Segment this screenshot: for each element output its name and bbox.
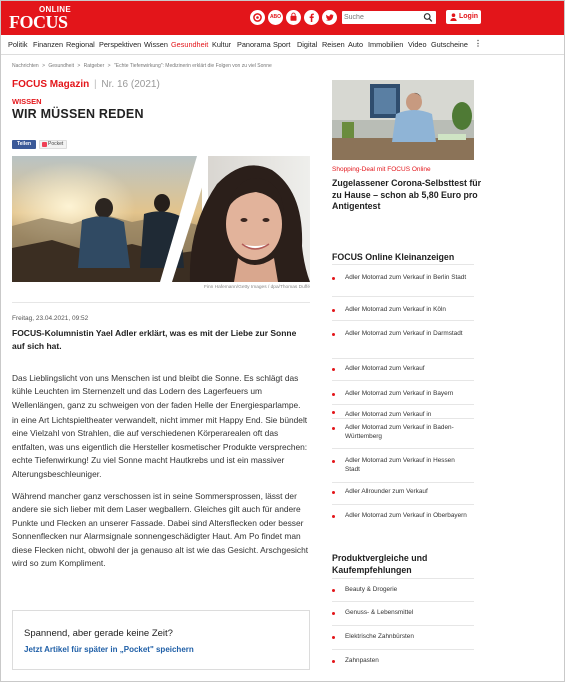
list-item[interactable]	[332, 264, 474, 296]
nav-item-digital[interactable]: Digital	[297, 40, 318, 49]
nav-item-gesundheit[interactable]: Gesundheit	[171, 40, 209, 49]
site-header	[1, 1, 565, 35]
list-item-label: Adler Motorrad zum Verkauf in Köln	[345, 306, 446, 313]
list-item[interactable]	[332, 649, 474, 673]
search-icon[interactable]	[423, 12, 433, 23]
magazine-label	[12, 79, 160, 90]
divider	[12, 302, 310, 303]
bullet-icon	[332, 515, 335, 518]
nav-item-regional[interactable]: Regional	[66, 40, 95, 49]
share-button[interactable]: Teilen	[12, 140, 36, 149]
nav-item-auto[interactable]: Auto	[348, 40, 364, 49]
article-paragraph-3: Während mancher ganz verschossen ist in seine Sommersprossen, lässt der andere sie sich lieber mit dem Laser wegballern. Gleiches gilt auch für andere Punkte und Flecken an unserer Fassade. Dabei sind Altersflecken oder besser Sonnenflecken nur Alarmsignale sonnengeschädigter Haut. Am Po findet man diese Flecken nicht, obwohl der ja genauso alt ist wie das Gesicht. Arschgesicht wird so zum Kompliment.	[12, 491, 309, 569]
article-lead: FOCUS-Kolumnistin Yael Adler erklärt, was es mit der Liebe zur Sonne auf sich hat.	[12, 328, 297, 351]
article-hero-image	[12, 156, 310, 282]
image-caption: Finn Hafemann/Getty Images / dpa/Thomas Duffé	[203, 285, 310, 290]
list-item[interactable]	[332, 358, 474, 380]
breadcrumb-separator: >	[42, 63, 45, 69]
pocket-box-question: Spannend, aber gerade keine Zeit?	[24, 628, 173, 639]
breadcrumb-separator: >	[77, 63, 81, 69]
breadcrumb-current: "Echte Tiefenwirkung": Medizinerin erklärt die Folgen von zu viel Sonne	[113, 63, 272, 69]
logo-focus-text: FOCUS	[9, 12, 68, 32]
list-item[interactable]	[332, 578, 474, 601]
nav-item-reisen[interactable]: Reisen	[322, 40, 345, 49]
article-date: Freitag, 23.04.2021, 09:52	[12, 315, 89, 322]
bullet-icon	[332, 460, 335, 463]
list-item-label: Adler Motorrad zum Verkauf in	[345, 411, 432, 418]
list-item[interactable]	[332, 296, 474, 320]
pocket-icon	[42, 142, 47, 147]
article-kicker: WISSEN	[12, 97, 42, 106]
list-item-label: Adler Motorrad zum Verkauf in Darmstadt	[345, 330, 463, 337]
pocket-save-link[interactable]: Jetzt Artikel für später in „Pocket" speichern	[24, 645, 194, 654]
list-item-label: Adler Motorrad zum Verkauf in Hessen Stadt	[345, 457, 455, 473]
login-label: Login	[459, 13, 479, 20]
nav-item-video[interactable]: Video	[408, 40, 427, 49]
article-paragraph-2: in eine Art Lichtspieltheater verwandelt, nicht immer mit Happy End. Sie bündelt eine Vielzahl von Strahlen, die auf verschiedenen Körperarealen oft das entfalten, was uns eigentlich die Hersteller kosmetischer Produkte versprechen: echte Tiefenwirkung! Zu viel Sonne macht Hautkrebs und ist ein massiver Alterungsbeschleuniger.	[12, 415, 308, 479]
bullet-icon	[332, 589, 335, 592]
bullet-icon	[332, 393, 335, 396]
list-item-label: Zahnpasten	[345, 657, 379, 664]
list-item[interactable]	[332, 404, 474, 418]
focus-online-logo[interactable]	[9, 5, 71, 31]
list-item-label: Adler Allrounder zum Verkauf	[345, 488, 428, 495]
breadcrumb	[12, 63, 274, 69]
bullet-icon	[332, 277, 335, 280]
bullet-icon	[332, 491, 335, 494]
nav-item-sport[interactable]: Sport	[273, 40, 291, 49]
list-item-label: Beauty & Drogerie	[345, 586, 398, 593]
promo-image[interactable]	[332, 80, 474, 160]
abo-icon[interactable]: ABO	[268, 10, 283, 25]
nav-item-perspektiven[interactable]: Perspektiven	[99, 40, 142, 49]
list-item-label: Adler Motorrad zum Verkauf in Berlin Stadt	[345, 274, 467, 281]
nav-more-icon[interactable]: ⋮	[474, 39, 482, 48]
list-item-label: Adler Motorrad zum Verkauf in Oberbayern	[345, 512, 467, 519]
promo-kicker: Shopping-Deal mit FOCUS Online	[332, 166, 431, 173]
shopping-bag-icon[interactable]	[286, 10, 301, 25]
nav-item-finanzen[interactable]: Finanzen	[33, 40, 64, 49]
bullet-icon	[332, 427, 335, 430]
list-item-label: Adler Motorrad zum Verkauf in Baden-Württemberg	[345, 424, 454, 440]
logo-online-text: ONLINE	[39, 5, 72, 14]
list-item[interactable]	[332, 482, 474, 504]
search-box	[342, 11, 436, 24]
main-navigation	[1, 35, 565, 55]
facebook-icon[interactable]	[304, 10, 319, 25]
breadcrumb-separator: >	[107, 63, 111, 69]
breadcrumb-nachrichten[interactable]: Nachrichten	[12, 63, 39, 69]
article-paragraph-1: Das Lieblingslicht von uns Menschen ist und bleibt die Sonne. Es schlägt das kühle Leuchten im Sternenzelt und das Lodern des Lagerfeuers um Wellenlängen, ganz zu schweigen von der faden Helle der Energiesparlampe.	[12, 373, 301, 410]
bullet-icon	[332, 333, 335, 336]
bullet-icon	[332, 612, 335, 615]
nav-item-immobilien[interactable]: Immobilien	[368, 40, 404, 49]
bullet-icon	[332, 309, 335, 312]
pocket-save-box	[12, 610, 310, 670]
pocket-label: Pocket	[48, 141, 64, 147]
nav-item-politik[interactable]: Politik	[8, 40, 28, 49]
list-item[interactable]	[332, 320, 474, 358]
list-item-label: Adler Motorrad zum Verkauf	[345, 365, 425, 372]
list-item[interactable]	[332, 380, 474, 404]
list-item-label: Adler Motorrad zum Verkauf in Bayern	[345, 390, 454, 397]
breadcrumb-gesundheit[interactable]: Gesundheit	[48, 63, 74, 69]
twitter-icon[interactable]	[322, 10, 337, 25]
search-input[interactable]	[344, 11, 420, 24]
magazine-name[interactable]: FOCUS Magazin	[12, 79, 90, 90]
nav-item-kultur[interactable]: Kultur	[212, 40, 232, 49]
promo-title[interactable]: Zugelassener Corona-Selbsttest für zu Hause – schon ab 5,80 Euro pro Antigentest	[332, 178, 482, 211]
bullet-icon	[332, 411, 335, 414]
list-item-label: Genuss- & Lebensmittel	[345, 609, 414, 616]
bullet-icon	[332, 636, 335, 639]
hero-illustration	[12, 156, 310, 282]
bullet-icon	[332, 660, 335, 663]
list-item-label: Elektrische Zahnbürsten	[345, 633, 414, 640]
article-headline: WIR MÜSSEN REDEN	[12, 107, 144, 121]
user-icon	[450, 13, 457, 21]
nav-item-panorama[interactable]: Panorama	[237, 40, 271, 49]
login-button[interactable]	[446, 10, 481, 24]
list-item[interactable]	[332, 448, 474, 482]
magazine-issue: Nr. 16 (2021)	[101, 79, 160, 90]
nav-item-gutscheine[interactable]: Gutscheine	[431, 40, 468, 49]
list-item[interactable]	[332, 418, 474, 448]
promo-illustration	[332, 80, 474, 160]
list-item[interactable]	[332, 504, 474, 534]
list-item[interactable]	[332, 625, 474, 649]
products-title: Produktvergleiche und Kaufempfehlungen	[332, 553, 428, 575]
nav-item-wissen[interactable]: Wissen	[144, 40, 168, 49]
magazine-separator: |	[94, 79, 97, 90]
classifieds-title: FOCUS Online Kleinanzeigen	[332, 252, 455, 262]
list-item[interactable]	[332, 601, 474, 625]
location-icon[interactable]	[250, 10, 265, 25]
breadcrumb-ratgeber[interactable]: Ratgeber	[83, 63, 105, 69]
bullet-icon	[332, 368, 335, 371]
pocket-button[interactable]	[39, 140, 67, 149]
